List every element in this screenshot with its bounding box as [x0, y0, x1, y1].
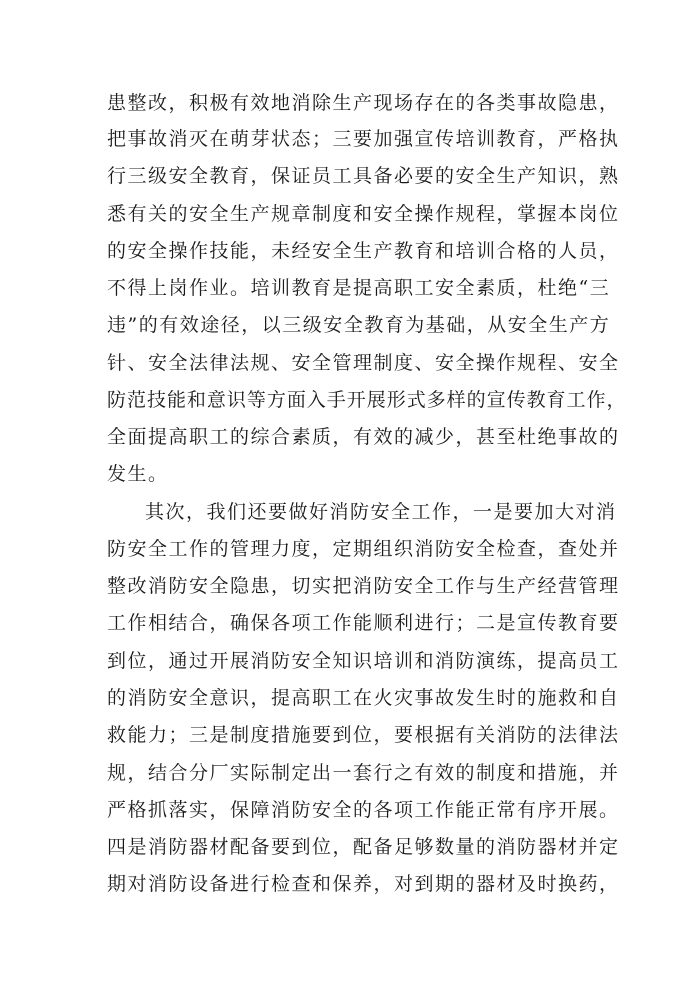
text-line: 把事故消灭在萌芽状态；三要加强宣传培训教育，严格执 [107, 128, 620, 150]
text-line: 规，结合分厂实际制定出一套行之有效的制度和措施，并 [107, 762, 620, 784]
text-line: 防范技能和意识等方面入手开展形式多样的宣传教育工作， [107, 389, 627, 411]
text-line: 防安全工作的管理力度，定期组织消防安全检查，查处并 [107, 538, 620, 560]
text-line: 患整改，积极有效地消除生产现场存在的各类事故隐患， [107, 92, 620, 114]
text-line: 的安全操作技能，未经安全生产教育和培训合格的人员， [107, 240, 620, 262]
paragraph-first-line: 其次，我们还要做好消防安全工作，一是要加大对消 [145, 501, 617, 523]
text-line: 到位，通过开展消防安全知识培训和消防演练，提高员工 [107, 650, 620, 672]
text-line: 四是消防器材配备要到位，配备足够数量的消防器材并定 [107, 836, 620, 858]
text-line: 的消防安全意识，提高职工在火灾事故发生时的施救和自 [107, 687, 620, 709]
text-line: 行三级安全教育，保证员工具备必要的安全生产知识，熟 [107, 165, 620, 187]
text-line: 工作相结合，确保各项工作能顺利进行；二是宣传教育要 [107, 612, 620, 634]
text-line: 发生。 [107, 463, 169, 485]
text-line: 违”的有效途径，以三级安全教育为基础，从安全生产方 [107, 314, 611, 336]
text-line: 针、安全法律法规、安全管理制度、安全操作规程、安全 [107, 352, 620, 374]
text-line: 悉有关的安全生产规章制度和安全操作规程，掌握本岗位 [107, 203, 620, 225]
text-line: 全面提高职工的综合素质，有效的减少，甚至杜绝事故的 [107, 426, 620, 448]
text-line: 不得上岗作业。培训教育是提高职工安全素质，杜绝“三 [107, 277, 611, 299]
text-line: 整改消防安全隐患，切实把消防安全工作与生产经营管理 [107, 575, 620, 597]
text-line: 严格抓落实，保障消防安全的各项工作能正常有序开展。 [107, 799, 620, 821]
text-line: 救能力；三是制度措施要到位，要根据有关消防的法律法 [107, 724, 620, 746]
text-line: 期对消防设备进行检查和保养，对到期的器材及时换药， [107, 873, 620, 895]
